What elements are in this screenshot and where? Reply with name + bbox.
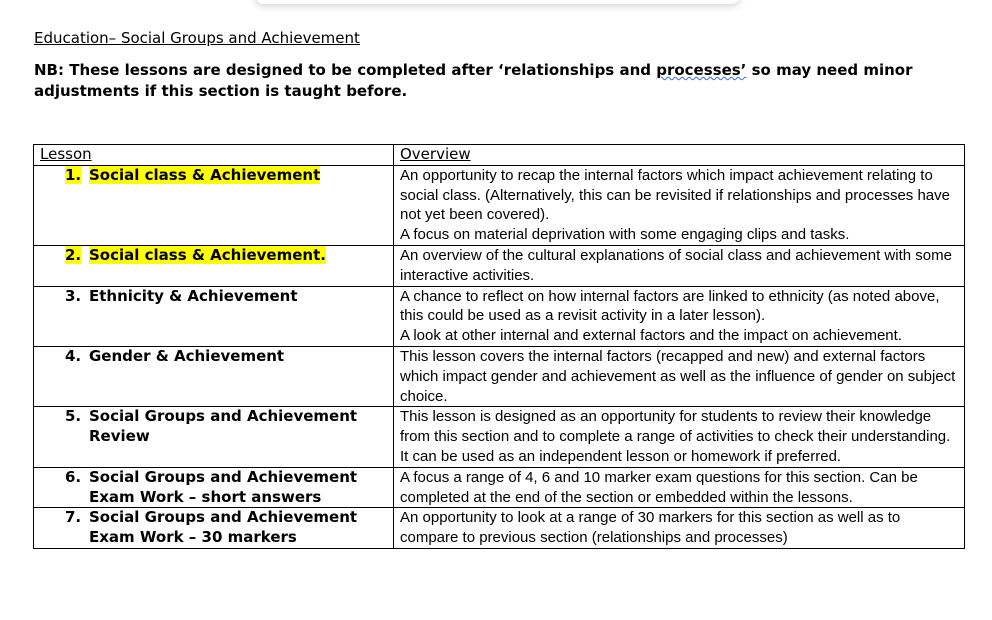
overview-cell: [394, 346, 965, 406]
lesson-title-line: Social Groups and Achievement: [89, 508, 358, 527]
overview-header: [394, 145, 965, 166]
overview-paragraph: An overview of the cultural explanations of social class and achievement with some interactive activities.: [400, 246, 952, 284]
overview-paragraph: A focus on material deprivation with some engaging clips and tasks.: [400, 226, 850, 244]
document-title: Education– Social Groups and Achievement: [34, 29, 360, 47]
lesson-number: 3.: [65, 286, 82, 305]
overview-cell: [394, 245, 965, 286]
overview-cell: [394, 508, 965, 549]
table-row: [34, 245, 965, 286]
lesson-title-line: Social Groups and Achievement: [89, 407, 358, 426]
lesson-number: 6.: [65, 467, 82, 486]
lesson-title: [89, 468, 391, 508]
lesson-header: [34, 145, 394, 166]
lesson-title-line: Review: [89, 427, 150, 446]
lesson-cell: [34, 467, 394, 508]
table-row: [34, 508, 965, 549]
lesson-title: [89, 166, 391, 186]
table-row: [34, 407, 965, 467]
lesson-title-line: Gender & Achievement: [89, 346, 285, 365]
overview-cell: [394, 407, 965, 467]
lesson-item: [40, 287, 391, 307]
lesson-number: 7.: [65, 508, 82, 527]
lesson-number: 2.: [65, 245, 82, 264]
window-shadow: [255, 0, 740, 4]
lesson-cell: [34, 286, 394, 346]
table-row: [34, 346, 965, 406]
overview-paragraph: A chance to reflect on how internal factors are linked to ethnicity (as noted above, this could be used as a revisit activity in a later lesson).: [400, 287, 940, 325]
lesson-title: [89, 347, 391, 367]
lesson-number: 5.: [65, 407, 82, 426]
lesson-item: [40, 508, 391, 548]
lesson-cell: [34, 245, 394, 286]
table-row: [34, 467, 965, 508]
lesson-title-line: Exam Work – short answers: [89, 487, 322, 506]
lesson-title-line: Ethnicity & Achievement: [89, 286, 298, 305]
lessons-table: [33, 144, 965, 549]
overview-paragraph: An opportunity to look at a range of 30 markers for this section as well as to compare to previous section (relationships and processes): [400, 509, 901, 547]
overview-cell: [394, 165, 965, 245]
nb-text-start: NB: These lessons are designed to be completed after ‘relationships and: [34, 61, 657, 79]
overview-paragraph: A focus a range of 4, 6 and 10 marker exam questions for this section. Can be completed at the end of the section or embedded within the lessons.: [400, 468, 918, 506]
nb-text-end: so may need minor adjustments if this section is taught before.: [34, 61, 913, 100]
lesson-title-line: Exam Work – 30 markers: [89, 528, 297, 547]
spellcheck-word: processes’: [656, 61, 747, 79]
lesson-title: [89, 508, 391, 548]
overview-cell: [394, 286, 965, 346]
lesson-title: [89, 246, 391, 266]
lesson-item: [40, 468, 391, 508]
table-header-row: [34, 145, 965, 166]
lesson-cell: [34, 346, 394, 406]
lesson-title: [89, 287, 391, 307]
lesson-cell: [34, 407, 394, 467]
lesson-item: [40, 407, 391, 447]
overview-paragraph: An opportunity to recap the internal factors which impact achievement relating to social class. (Alternatively, this can be revisited if relationships and processes have not yet been covered).: [400, 166, 950, 224]
lesson-title: [89, 407, 391, 447]
lesson-item: [40, 166, 391, 186]
overview-cell: [394, 467, 965, 508]
lesson-number: 1.: [65, 165, 82, 184]
lesson-item: [40, 246, 391, 266]
table-row: [34, 165, 965, 245]
table-row: [34, 286, 965, 346]
overview-paragraph: This lesson covers the internal factors (recapped and new) and external factors which impact gender and achievement as well as the influence of gender on subject choice.: [400, 347, 956, 405]
lesson-number: 4.: [65, 346, 82, 365]
overview-paragraph: A look at other internal and external factors and the impact on achievement.: [400, 327, 902, 345]
lesson-cell: [34, 508, 394, 549]
lessons-body: [34, 165, 965, 548]
overview-header-label: Overview: [400, 145, 471, 163]
lesson-cell: [34, 165, 394, 245]
lesson-header-label: Lesson: [40, 145, 92, 163]
overview-paragraph: This lesson is designed as an opportunity for students to review their knowledge from this section and to complete a range of activities to check their understanding. It can be used as an independent lesson or homework if preferred.: [400, 408, 951, 465]
lesson-title-line: Social Groups and Achievement: [89, 467, 358, 486]
lesson-title-line: Social class & Achievement.: [89, 245, 326, 264]
lesson-title-line: Social class & Achievement: [89, 165, 321, 184]
lesson-item: [40, 347, 391, 367]
nb-note: [34, 60, 964, 102]
